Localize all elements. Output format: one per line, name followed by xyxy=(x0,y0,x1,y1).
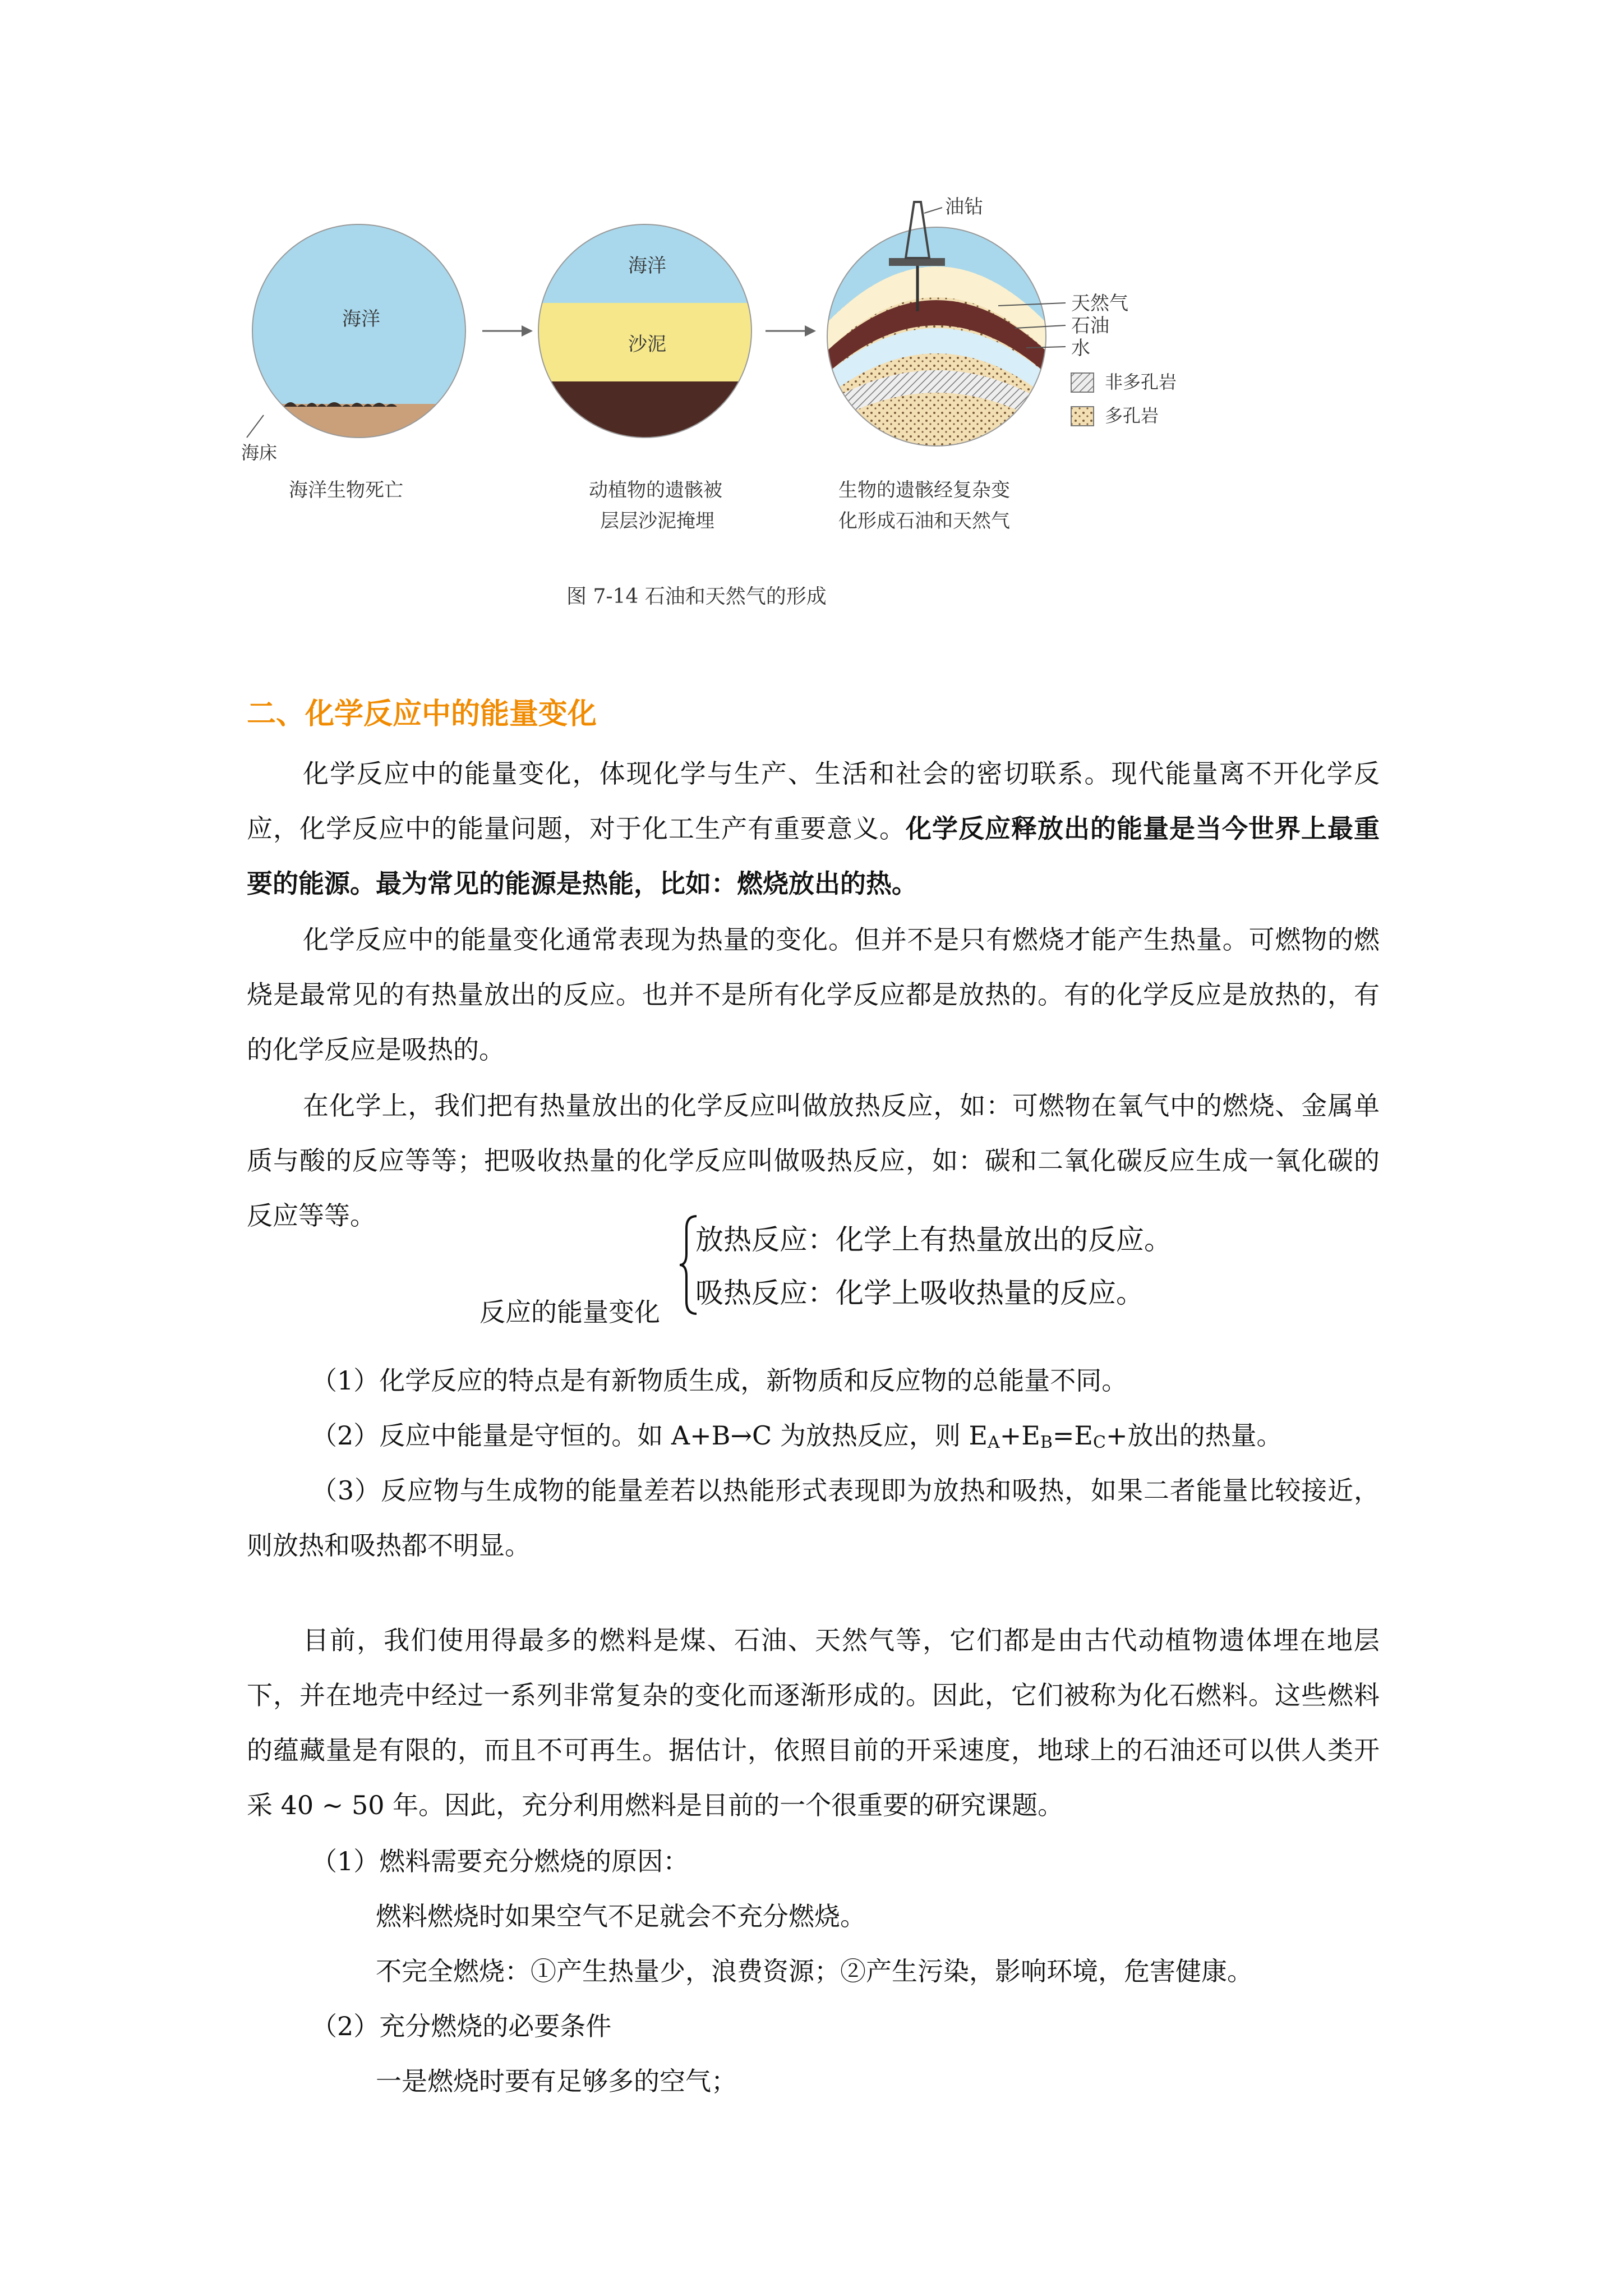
brace-item-endothermic: 吸热反应：化学上吸收热量的反应。 xyxy=(695,1277,1144,1309)
paragraph-1-bold: 化学反应释放出的能量是当今世界上最重要的能源。最为常见的能源是热能，比如：燃烧放出的热。 xyxy=(247,813,1380,899)
paragraph-3: 在化学上，我们把有热量放出的化学反应叫做放热反应，如：可燃物在氧气中的燃烧、金属单质与酸的反应等等；把吸收热量的化学反应叫做吸热反应，如：碳和二氧化碳反应生成一氧化碳的反应等等。 xyxy=(247,1091,1380,1231)
item-1-title: （1）燃料需要充分燃烧的原因： xyxy=(311,1846,689,1876)
panel-oil-formation xyxy=(824,196,1177,532)
panel2-caption-line1: 动植物的遗骸被 xyxy=(589,479,722,501)
gas-label: 天然气 xyxy=(1071,292,1128,315)
brace-item-exothermic: 放热反应：化学上有热量放出的反应。 xyxy=(695,1223,1172,1256)
ocean-label: 海洋 xyxy=(342,308,380,330)
legend-porous: 多孔岩 xyxy=(1105,405,1159,426)
panel2-caption-line2: 层层沙泥掩埋 xyxy=(600,510,714,532)
porous-swatch xyxy=(1071,407,1094,426)
point-2-mid2: =E xyxy=(1052,1420,1093,1451)
subscript-c: C xyxy=(1093,1433,1106,1452)
panel1-caption: 海洋生物死亡 xyxy=(289,479,403,501)
panel-ocean-death xyxy=(241,213,477,501)
section-heading: 二、化学反应中的能量变化 xyxy=(247,697,597,731)
point-2 xyxy=(311,1408,1283,1470)
drill-label: 油钻 xyxy=(945,196,983,218)
paragraph-4: 目前，我们使用得最多的燃料是煤、石油、天然气等，它们都是由古代动植物遗体埋在地层下，并在地壳中经过一系列非常复杂的变化而逐渐形成的。因此，它们被称为化石燃料。这些燃料的蕴藏量是有限的，而且不可再生。据估计，依照目前的开采速度，地球上的石油还可以供人类开采 40 ~ 50 年。因此，充分利用燃料是目前的一个很重要的研究课题。 xyxy=(247,1625,1380,1820)
point-2-mid1: +E xyxy=(999,1420,1040,1451)
oil-label: 石油 xyxy=(1071,315,1109,337)
item-2-line-1: 一是燃烧时要有足够多的空气； xyxy=(376,2066,737,2096)
seabed-label: 海床 xyxy=(241,442,278,463)
legend-nonporous: 非多孔岩 xyxy=(1105,371,1177,393)
point-2-text: （2）反应中能量是守恒的。如 A+B→C 为放热反应，则 E xyxy=(311,1420,988,1451)
water-label: 水 xyxy=(1071,337,1090,360)
point-3: （3）反应物与生成物的能量差若以热能形式表现即为放热和吸热，如果二者能量比较接近，则放热和吸热都不明显。 xyxy=(247,1475,1380,1561)
item-1-line-1: 燃料燃烧时如果空气不足就会不充分燃烧。 xyxy=(376,1901,866,1931)
point-2-end: +放出的热量。 xyxy=(1105,1420,1283,1451)
item-2-title: （2）充分燃烧的必要条件 xyxy=(311,2011,612,2041)
panel3-caption-line1: 生物的遗骸经复杂变 xyxy=(838,479,1010,501)
oil-gas-formation-figure xyxy=(241,191,1262,651)
paragraph-2: 化学反应中的能量变化通常表现为热量的变化。但并不是只有燃烧才能产生热量。可燃物的燃烧是最常见的有热量放出的反应。也并不是所有化学反应都是放热的。有的化学反应是放热的，有的化学反应是吸热的。 xyxy=(247,924,1380,1065)
panel-burial xyxy=(533,219,757,532)
subscript-a: A xyxy=(988,1433,1000,1452)
panel2-ocean-label: 海洋 xyxy=(628,255,666,277)
point-1: （1）化学反应的特点是有新物质生成，新物质和反应物的总能量不同。 xyxy=(311,1365,1128,1396)
arrow-right-icon xyxy=(766,325,816,337)
item-1-line-2: 不完全燃烧：①产生热量少，浪费资源；②产生污染，影响环境，危害健康。 xyxy=(376,1956,1253,1986)
nonporous-swatch xyxy=(1071,373,1094,392)
panel3-caption-line2: 化形成石油和天然气 xyxy=(838,510,1010,532)
arrow-right-icon xyxy=(482,325,533,337)
paragraph-1 xyxy=(247,746,1380,911)
subscript-b: B xyxy=(1040,1433,1053,1452)
mud-label: 沙泥 xyxy=(628,333,666,356)
paragraph-1-text: 化学反应中的能量变化，体现化学与生产、生活和社会的密切联系。现代能量离不开化学反应，化学反应中的能量问题，对于化工生产有重要意义。 xyxy=(247,758,1380,844)
brace-label: 反应的能量变化 xyxy=(479,1297,660,1327)
figure-title: 图 7-14 石油和天然气的形成 xyxy=(566,585,827,608)
